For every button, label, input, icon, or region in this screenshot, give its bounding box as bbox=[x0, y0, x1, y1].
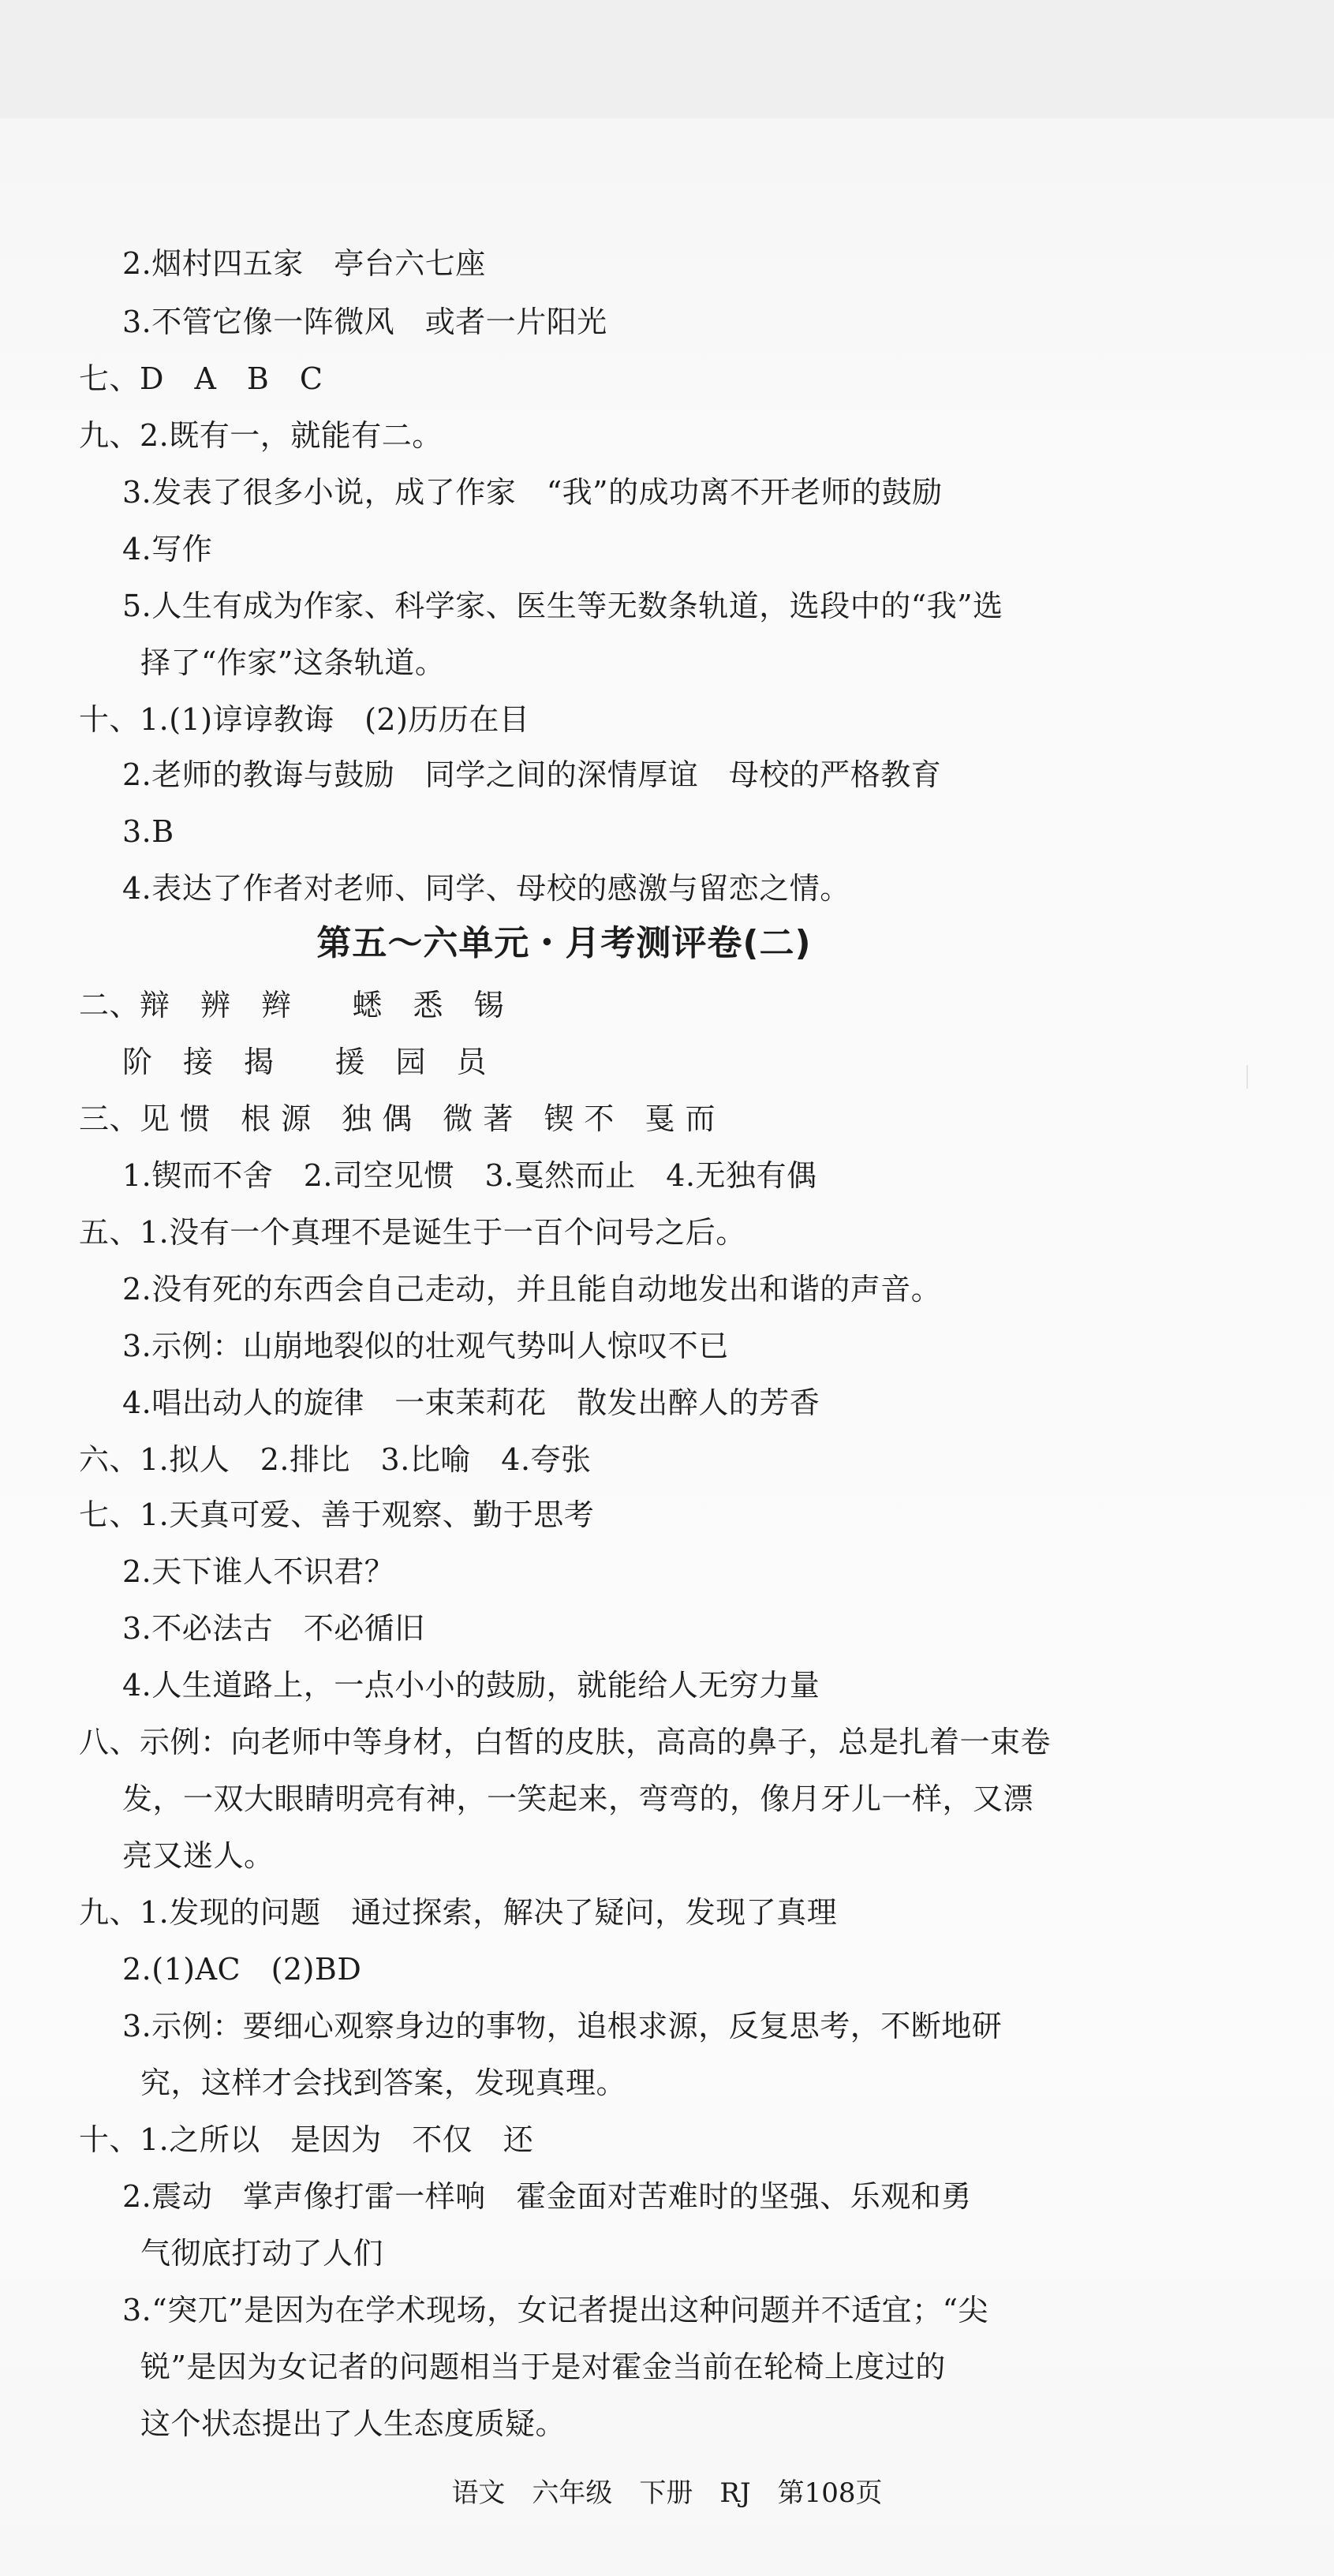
answer-line: 3.示例：山崩地裂似的壮观气势叫人惊叹不已 bbox=[122, 1329, 729, 1363]
answer-line: 十、1.(1)谆谆教诲 (2)历历在目 bbox=[79, 702, 530, 737]
answer-line: 究，这样才会找到答案，发现真理。 bbox=[140, 2066, 627, 2100]
answer-line: 八、示例：向老师中等身材，白皙的皮肤，高高的鼻子，总是扎着一束卷 bbox=[79, 1725, 1052, 1759]
answer-line: 三、见 惯 根 源 独 偶 微 著 锲 不 戛 而 bbox=[79, 1101, 716, 1136]
answer-line: 2.震动 掌声像打雷一样响 霍金面对苦难时的坚强、乐观和勇 bbox=[122, 2179, 972, 2214]
answer-line: 2.烟村四五家 亭台六七座 bbox=[122, 246, 486, 281]
answer-line: 锐”是因为女记者的问题相当于是对霍金当前在轮椅上度过的 bbox=[140, 2350, 946, 2384]
answer-line: 七、1.天真可爱、善于观察、勤于思考 bbox=[79, 1497, 595, 1532]
answer-line: 九、2.既有一，就能有二。 bbox=[79, 418, 443, 453]
answer-line: 2.天下谁人不识君？ bbox=[122, 1554, 395, 1589]
answer-line: 二、辩 辨 辫 蟋 悉 锡 bbox=[79, 988, 505, 1023]
page-footer: 语文 六年级 下册 RJ 第108页 bbox=[451, 2477, 883, 2509]
answer-line: 3.发表了很多小说，成了作家 “我”的成功离不开老师的鼓励 bbox=[122, 475, 943, 510]
answer-line: 2.(1)AC (2)BD bbox=[122, 1952, 362, 1987]
answer-line: 2.没有死的东西会自己走动，并且能自动地发出和谐的声音。 bbox=[122, 1272, 942, 1307]
answer-line: 发，一双大眼睛明亮有神，一笑起来，弯弯的，像月牙儿一样，又漂 bbox=[122, 1782, 1034, 1816]
answer-line: 择了“作家”这条轨道。 bbox=[140, 645, 446, 680]
answer-line: 气彻底打动了人们 bbox=[140, 2236, 384, 2271]
answer-line: 3.不必法古 不必循旧 bbox=[122, 1611, 425, 1646]
answer-line: 六、1.拟人 2.排比 3.比喻 4.夸张 bbox=[79, 1442, 592, 1477]
answer-line: 3.示例：要细心观察身边的事物，追根求源，反复思考，不断地研 bbox=[122, 2009, 1003, 2043]
answer-line: 这个状态提出了人生态度质疑。 bbox=[140, 2406, 566, 2441]
answer-line: 5.人生有成为作家、科学家、医生等无数条轨道，选段中的“我”选 bbox=[122, 589, 1003, 623]
answer-line: 1.锲而不舍 2.司空见惯 3.戛然而止 4.无独有偶 bbox=[122, 1158, 817, 1193]
answer-line: 九、1.发现的问题 通过探索，解决了疑问，发现了真理 bbox=[79, 1895, 838, 1930]
answer-line: 3.“突兀”是因为在学术现场，女记者提出这种问题并不适宜；“尖 bbox=[122, 2293, 989, 2327]
answer-line: 亮又迷人。 bbox=[122, 1838, 275, 1873]
answer-line: 阶 接 揭 援 园 员 bbox=[122, 1045, 488, 1079]
answer-line: 十、1.之所以 是因为 不仅 还 bbox=[79, 2122, 534, 2157]
answer-line: 3.不管它像一阵微风 或者一片阳光 bbox=[122, 305, 607, 339]
answer-line: 七、D A B C bbox=[79, 361, 323, 396]
answer-line: 4.人生道路上，一点小小的鼓励，就能给人无穷力量 bbox=[122, 1668, 820, 1703]
answer-line: 4.写作 bbox=[122, 532, 213, 566]
answer-line: 3.B bbox=[122, 814, 174, 849]
answer-line: 五、1.没有一个真理不是诞生于一百个问号之后。 bbox=[79, 1215, 746, 1250]
answer-line: 4.表达了作者对老师、同学、母校的感激与留恋之情。 bbox=[122, 871, 850, 906]
answer-line: 4.唱出动人的旋律 一束茉莉花 散发出醉人的芳香 bbox=[122, 1385, 820, 1420]
section-title: 第五～六单元・月考测评卷(二) bbox=[316, 923, 812, 963]
answer-line: 2.老师的教诲与鼓励 同学之间的深情厚谊 母校的严格教育 bbox=[122, 757, 942, 792]
